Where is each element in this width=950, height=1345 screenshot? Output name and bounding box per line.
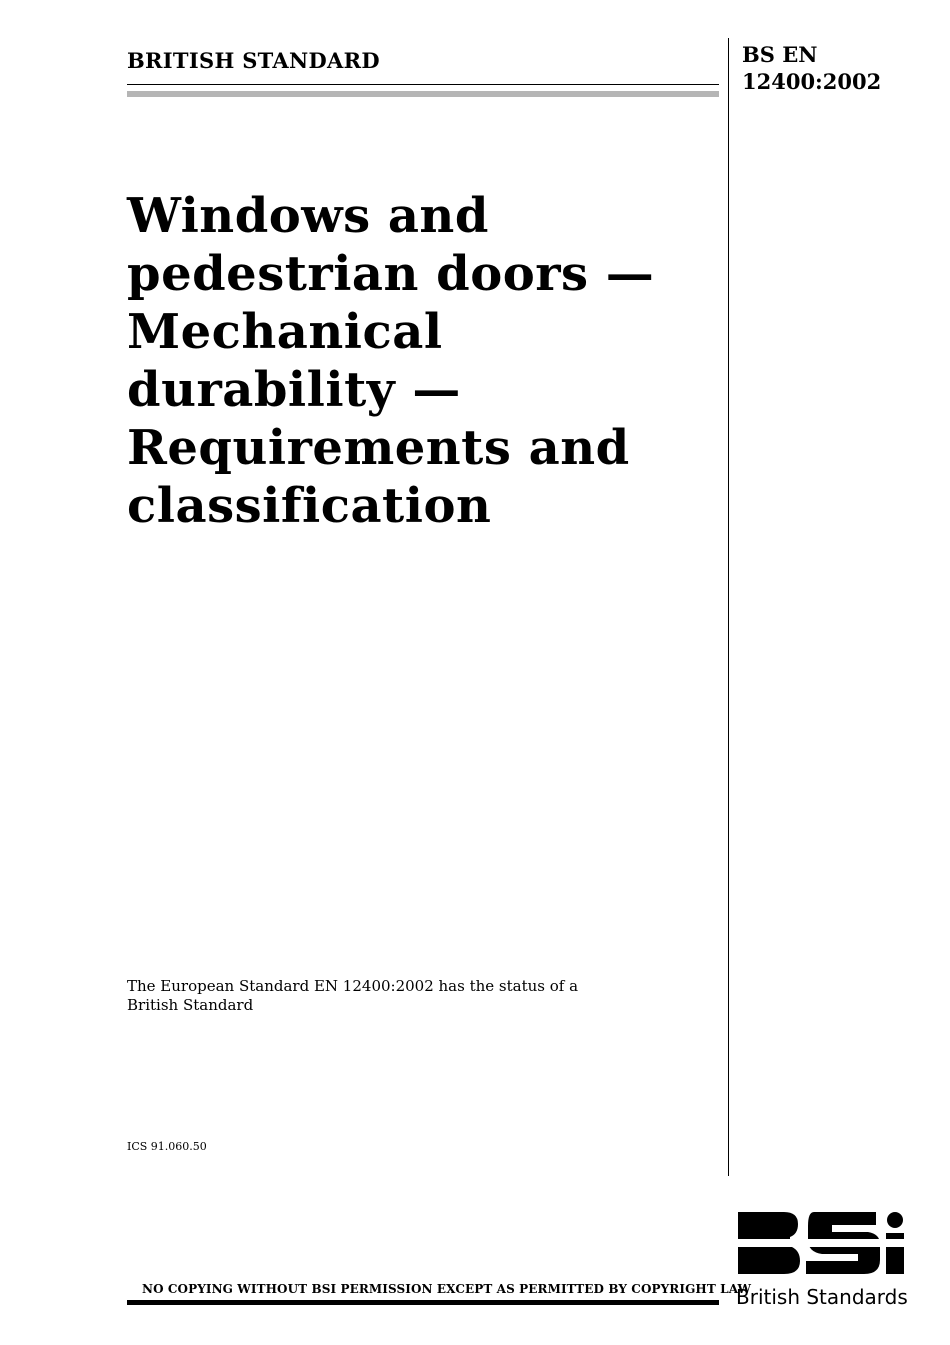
title-line-1: Windows and bbox=[127, 188, 489, 244]
title-line-5: Requirements and bbox=[127, 420, 630, 476]
title-line-4: durability — bbox=[127, 362, 461, 418]
header-rule-thick bbox=[127, 91, 719, 97]
document-type-label: BRITISH STANDARD bbox=[127, 48, 380, 73]
standard-number bbox=[742, 41, 881, 95]
standard-number-line-2: 12400:2002 bbox=[742, 69, 882, 94]
bsi-logo-icon bbox=[736, 1210, 906, 1276]
header-rule-thin bbox=[127, 84, 719, 85]
copyright-notice: NO COPYING WITHOUT BSI PERMISSION EXCEPT AS PERMITTED BY COPYRIGHT LAW bbox=[142, 1282, 752, 1296]
logo-tagline: British Standards bbox=[736, 1285, 908, 1309]
ics-code: ICS 91.060.50 bbox=[127, 1140, 207, 1153]
title-line-6: classification bbox=[127, 478, 492, 534]
status-line-1: The European Standard EN 12400:2002 has the status of a bbox=[127, 977, 579, 995]
vertical-divider bbox=[728, 38, 729, 1176]
standard-number-line-1: BS EN bbox=[742, 42, 818, 67]
title-line-2: pedestrian doors — bbox=[127, 246, 655, 302]
status-line-2: British Standard bbox=[127, 996, 254, 1014]
title-line-3: Mechanical bbox=[127, 304, 443, 360]
document-title bbox=[127, 187, 717, 535]
status-statement bbox=[127, 977, 578, 1015]
footer-rule bbox=[127, 1300, 719, 1305]
